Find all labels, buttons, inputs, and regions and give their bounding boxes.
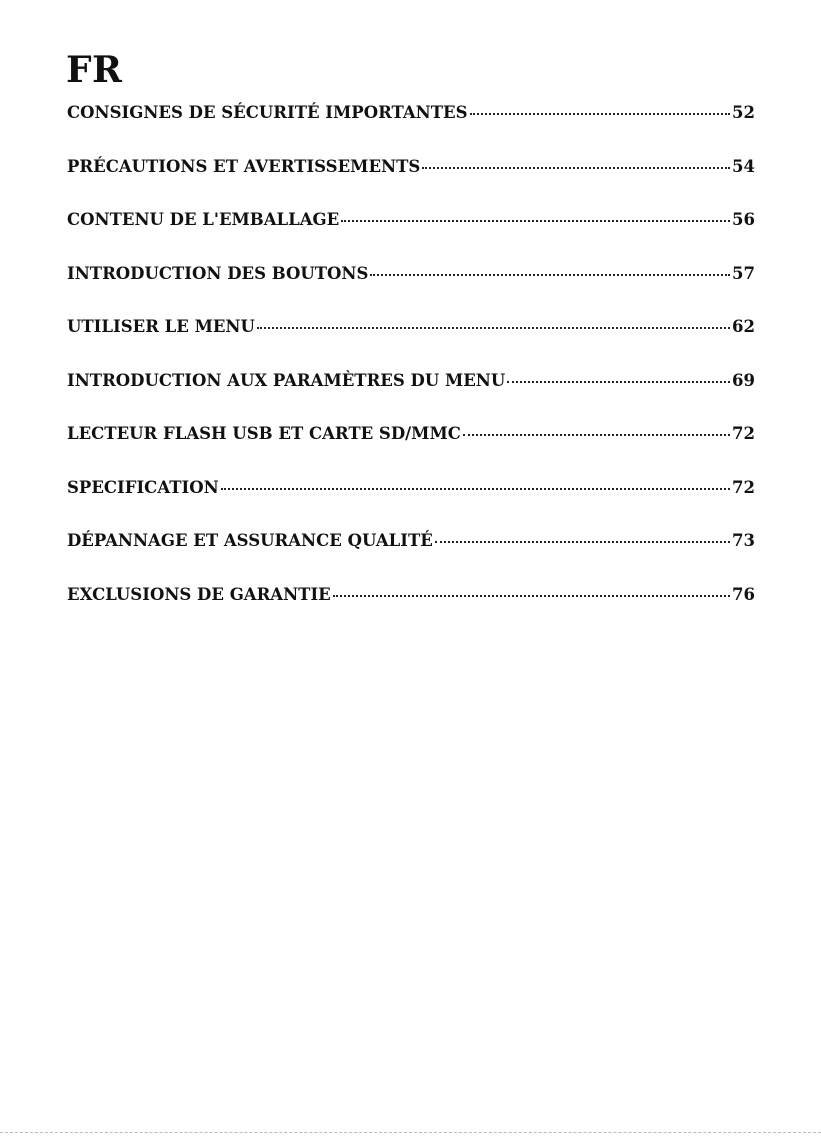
toc-entry-title: EXCLUSIONS DE GARANTIE	[67, 584, 331, 604]
table-of-contents	[67, 103, 755, 638]
toc-entry[interactable]	[67, 585, 755, 639]
toc-entry-page-number: 72	[732, 424, 755, 443]
toc-entry-page-number: 62	[732, 317, 755, 336]
toc-entry-title: INTRODUCTION AUX PARAMÈTRES DU MENU	[67, 370, 506, 390]
dot-leader	[333, 594, 730, 597]
language-heading: FR	[66, 49, 123, 91]
toc-entry-page-number: 76	[732, 584, 755, 604]
toc-entry-page-number: 72	[732, 477, 755, 497]
toc-entry[interactable]	[67, 264, 755, 318]
page-bottom-border	[0, 1132, 821, 1133]
toc-entry[interactable]	[67, 210, 755, 264]
toc-entry-page-number: 69	[732, 370, 755, 390]
toc-entry-page-number: 56	[732, 210, 755, 229]
dot-leader	[341, 219, 730, 222]
toc-entry-title: CONSIGNES DE SÉCURITÉ IMPORTANTES	[67, 103, 468, 122]
dot-leader	[422, 166, 730, 169]
toc-entry-title: LECTEUR FLASH USB ET CARTE SD/MMC	[67, 424, 461, 443]
toc-entry-page-number: 52	[732, 103, 755, 122]
toc-entry[interactable]	[67, 317, 755, 371]
dot-leader	[463, 433, 730, 436]
dot-leader	[470, 112, 731, 115]
dot-leader	[507, 380, 730, 383]
toc-entry-page-number: 57	[732, 263, 755, 283]
dot-leader	[435, 540, 730, 543]
toc-entry-title: SPECIFICATION	[67, 477, 219, 497]
toc-entry-title: UTILISER LE MENU	[67, 317, 255, 336]
toc-entry-page-number: 73	[732, 531, 755, 550]
dot-leader	[221, 487, 730, 490]
dot-leader	[370, 273, 730, 276]
toc-entry[interactable]	[67, 424, 755, 478]
toc-entry-title: PRÉCAUTIONS ET AVERTISSEMENTS	[67, 156, 421, 176]
toc-entry-title: CONTENU DE L'EMBALLAGE	[67, 210, 340, 229]
toc-entry-page-number: 54	[732, 156, 755, 176]
toc-entry-title: DÉPANNAGE ET ASSURANCE QUALITÉ	[67, 531, 433, 550]
toc-entry[interactable]	[67, 371, 755, 425]
dot-leader	[257, 326, 730, 329]
toc-entry[interactable]	[67, 478, 755, 532]
toc-entry[interactable]	[67, 157, 755, 211]
toc-entry-title: INTRODUCTION DES BOUTONS	[67, 263, 369, 283]
toc-entry[interactable]	[67, 103, 755, 157]
toc-entry[interactable]	[67, 531, 755, 585]
